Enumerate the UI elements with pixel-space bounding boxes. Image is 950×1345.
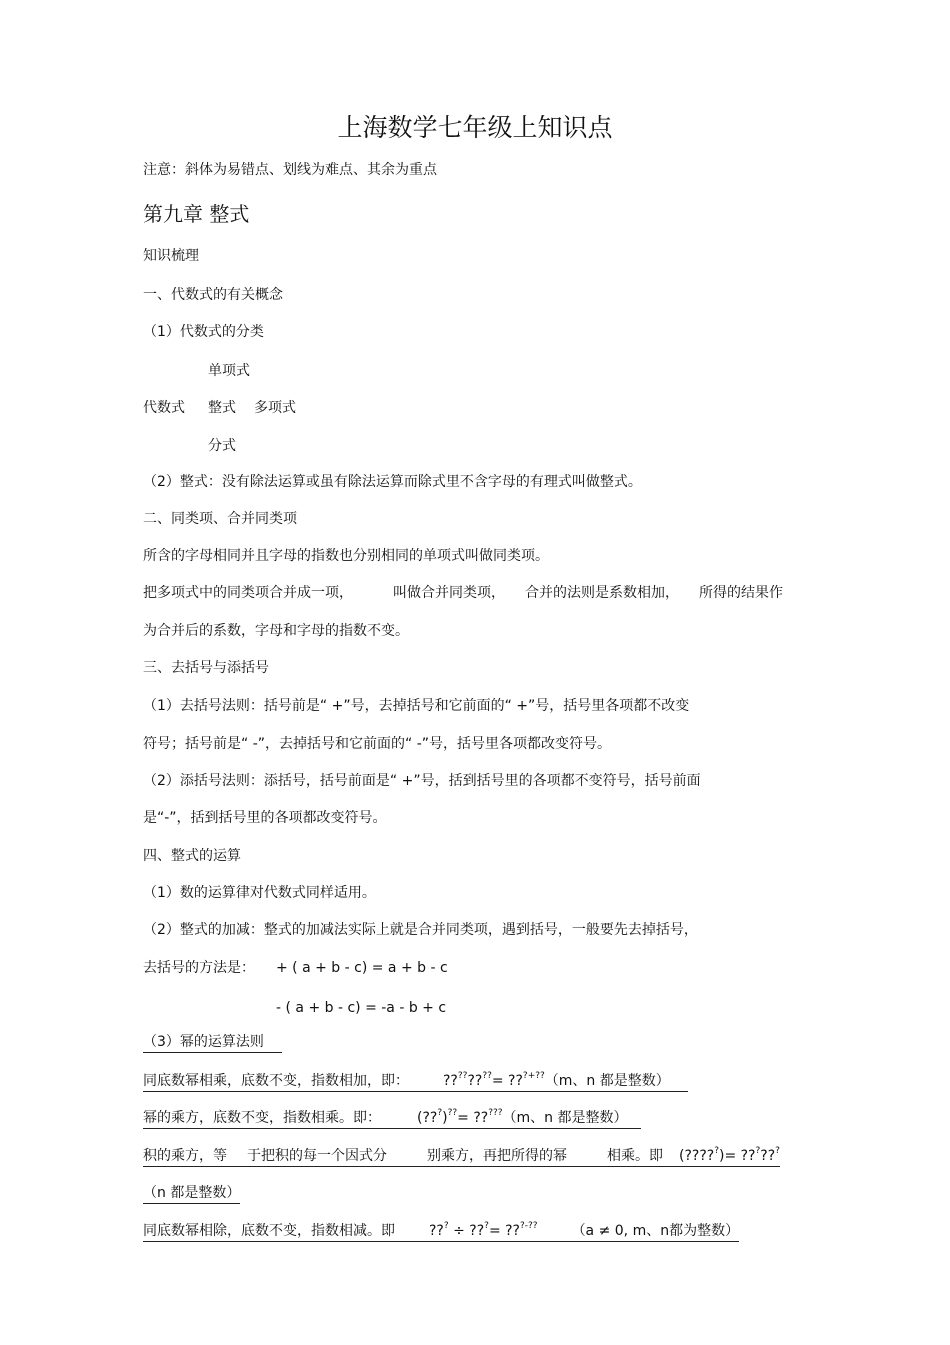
remove-bracket-rule-1: （1）去括号法则：括号前是“ +”号，去掉括号和它前面的“ +”号，括号里各项都不改变 [143, 698, 690, 714]
power-law-1 [143, 1071, 688, 1091]
remove-bracket-rule-2: 符号；括号前是“ -”，去掉括号和它前面的“ -”号，括号里各项都改变符号。 [143, 736, 612, 752]
add-bracket-rule-1: （2）添括号法则：添括号，括号前面是“ +”号，括到括号里的各项都不变符号，括号前面 [143, 773, 701, 789]
combine-rule-line-1 [143, 583, 783, 603]
power-law-4-text: 同底数幂相除，底数不变，指数相减。即 [143, 1223, 395, 1239]
tree-monomial: 单项式 [208, 363, 250, 379]
power-law-3: 积的乘方，等 于把积的每一个因式分 别乘方，再把所得的幂 相乘。即 (?????)= ?????? [143, 1146, 780, 1166]
combine-rule-part-d: 所得的结果作 [699, 585, 783, 601]
combine-rule-part-c: 合并的法则是系数相加， [525, 585, 679, 601]
section-1-heading: 一、代数式的有关概念 [143, 287, 283, 303]
power-law-3-formula: (?????)= ?????? [679, 1146, 780, 1164]
operation-law-text: （1）数的运算律对代数式同样适用。 [143, 885, 376, 901]
power-rules-heading [143, 1032, 282, 1052]
power-law-1-condition: （m、n 都是整数） [544, 1073, 670, 1089]
power-law-2-text: 幂的乘方，底数不变，指数相乘。即： [143, 1110, 381, 1126]
method-label: 去括号的方法是： [143, 960, 255, 976]
power-rules-heading-text: （3）幂的运算法则 [143, 1034, 264, 1053]
power-law-1-formula: ????????= ???+?? [443, 1071, 545, 1089]
add-subtract-text: （2）整式的加减：整式的加减法实际上就是合并同类项，遇到括号，一般要先去掉括号， [143, 922, 698, 938]
power-law-4 [143, 1221, 739, 1241]
chapter-heading: 第九章 整式 [143, 202, 250, 226]
section-3-heading: 三、去括号与添括号 [143, 660, 269, 676]
power-law-2-formula: (???)??= ????? [417, 1108, 503, 1126]
page-title: 上海数学七年级上知识点 [337, 113, 613, 142]
integral-definition: （2）整式：没有除法运算或虽有除法运算而除式里不含字母的有理式叫做整式。 [143, 474, 642, 490]
tree-integral: 整式 [208, 400, 236, 416]
tree-polynomial: 多项式 [254, 400, 296, 416]
power-law-4-formula: ??? ÷ ???= ???-?? [429, 1221, 538, 1239]
combine-rule-line-2: 为合并后的系数，字母和字母的指数不变。 [143, 623, 409, 639]
power-law-2-condition: （m、n 都是整数） [502, 1110, 628, 1126]
review-label: 知识梳理 [143, 248, 199, 264]
bracket-equation-1: + ( a + b - c) = a + b - c [276, 960, 448, 976]
classification-label: （1）代数式的分类 [143, 324, 264, 340]
power-law-3-condition: （n 都是整数） [143, 1183, 240, 1203]
add-bracket-rule-2: 是“-”，括到括号里的各项都改变符号。 [143, 810, 387, 826]
power-law-4-condition: （a ≠ 0, m、n都为整数） [571, 1223, 740, 1239]
power-law-1-text: 同底数幂相乘，底数不变，指数相加，即： [143, 1073, 409, 1089]
section-4-heading: 四、整式的运算 [143, 848, 241, 864]
power-law-2 [143, 1108, 641, 1128]
combine-rule-part-a: 把多项式中的同类项合并成一项， [143, 585, 353, 601]
note-text: 注意：斜体为易错点、划线为难点、其余为重点 [143, 162, 437, 178]
section-2-heading: 二、同类项、合并同类项 [143, 511, 297, 527]
combine-rule-part-b: 叫做合并同类项， [393, 585, 505, 601]
like-terms-definition: 所含的字母相同并且字母的指数也分别相同的单项式叫做同类项。 [143, 548, 549, 564]
tree-root: 代数式 [143, 400, 185, 416]
bracket-equation-2: - ( a + b - c) = -a - b + c [276, 1000, 447, 1016]
tree-fraction: 分式 [208, 438, 236, 454]
